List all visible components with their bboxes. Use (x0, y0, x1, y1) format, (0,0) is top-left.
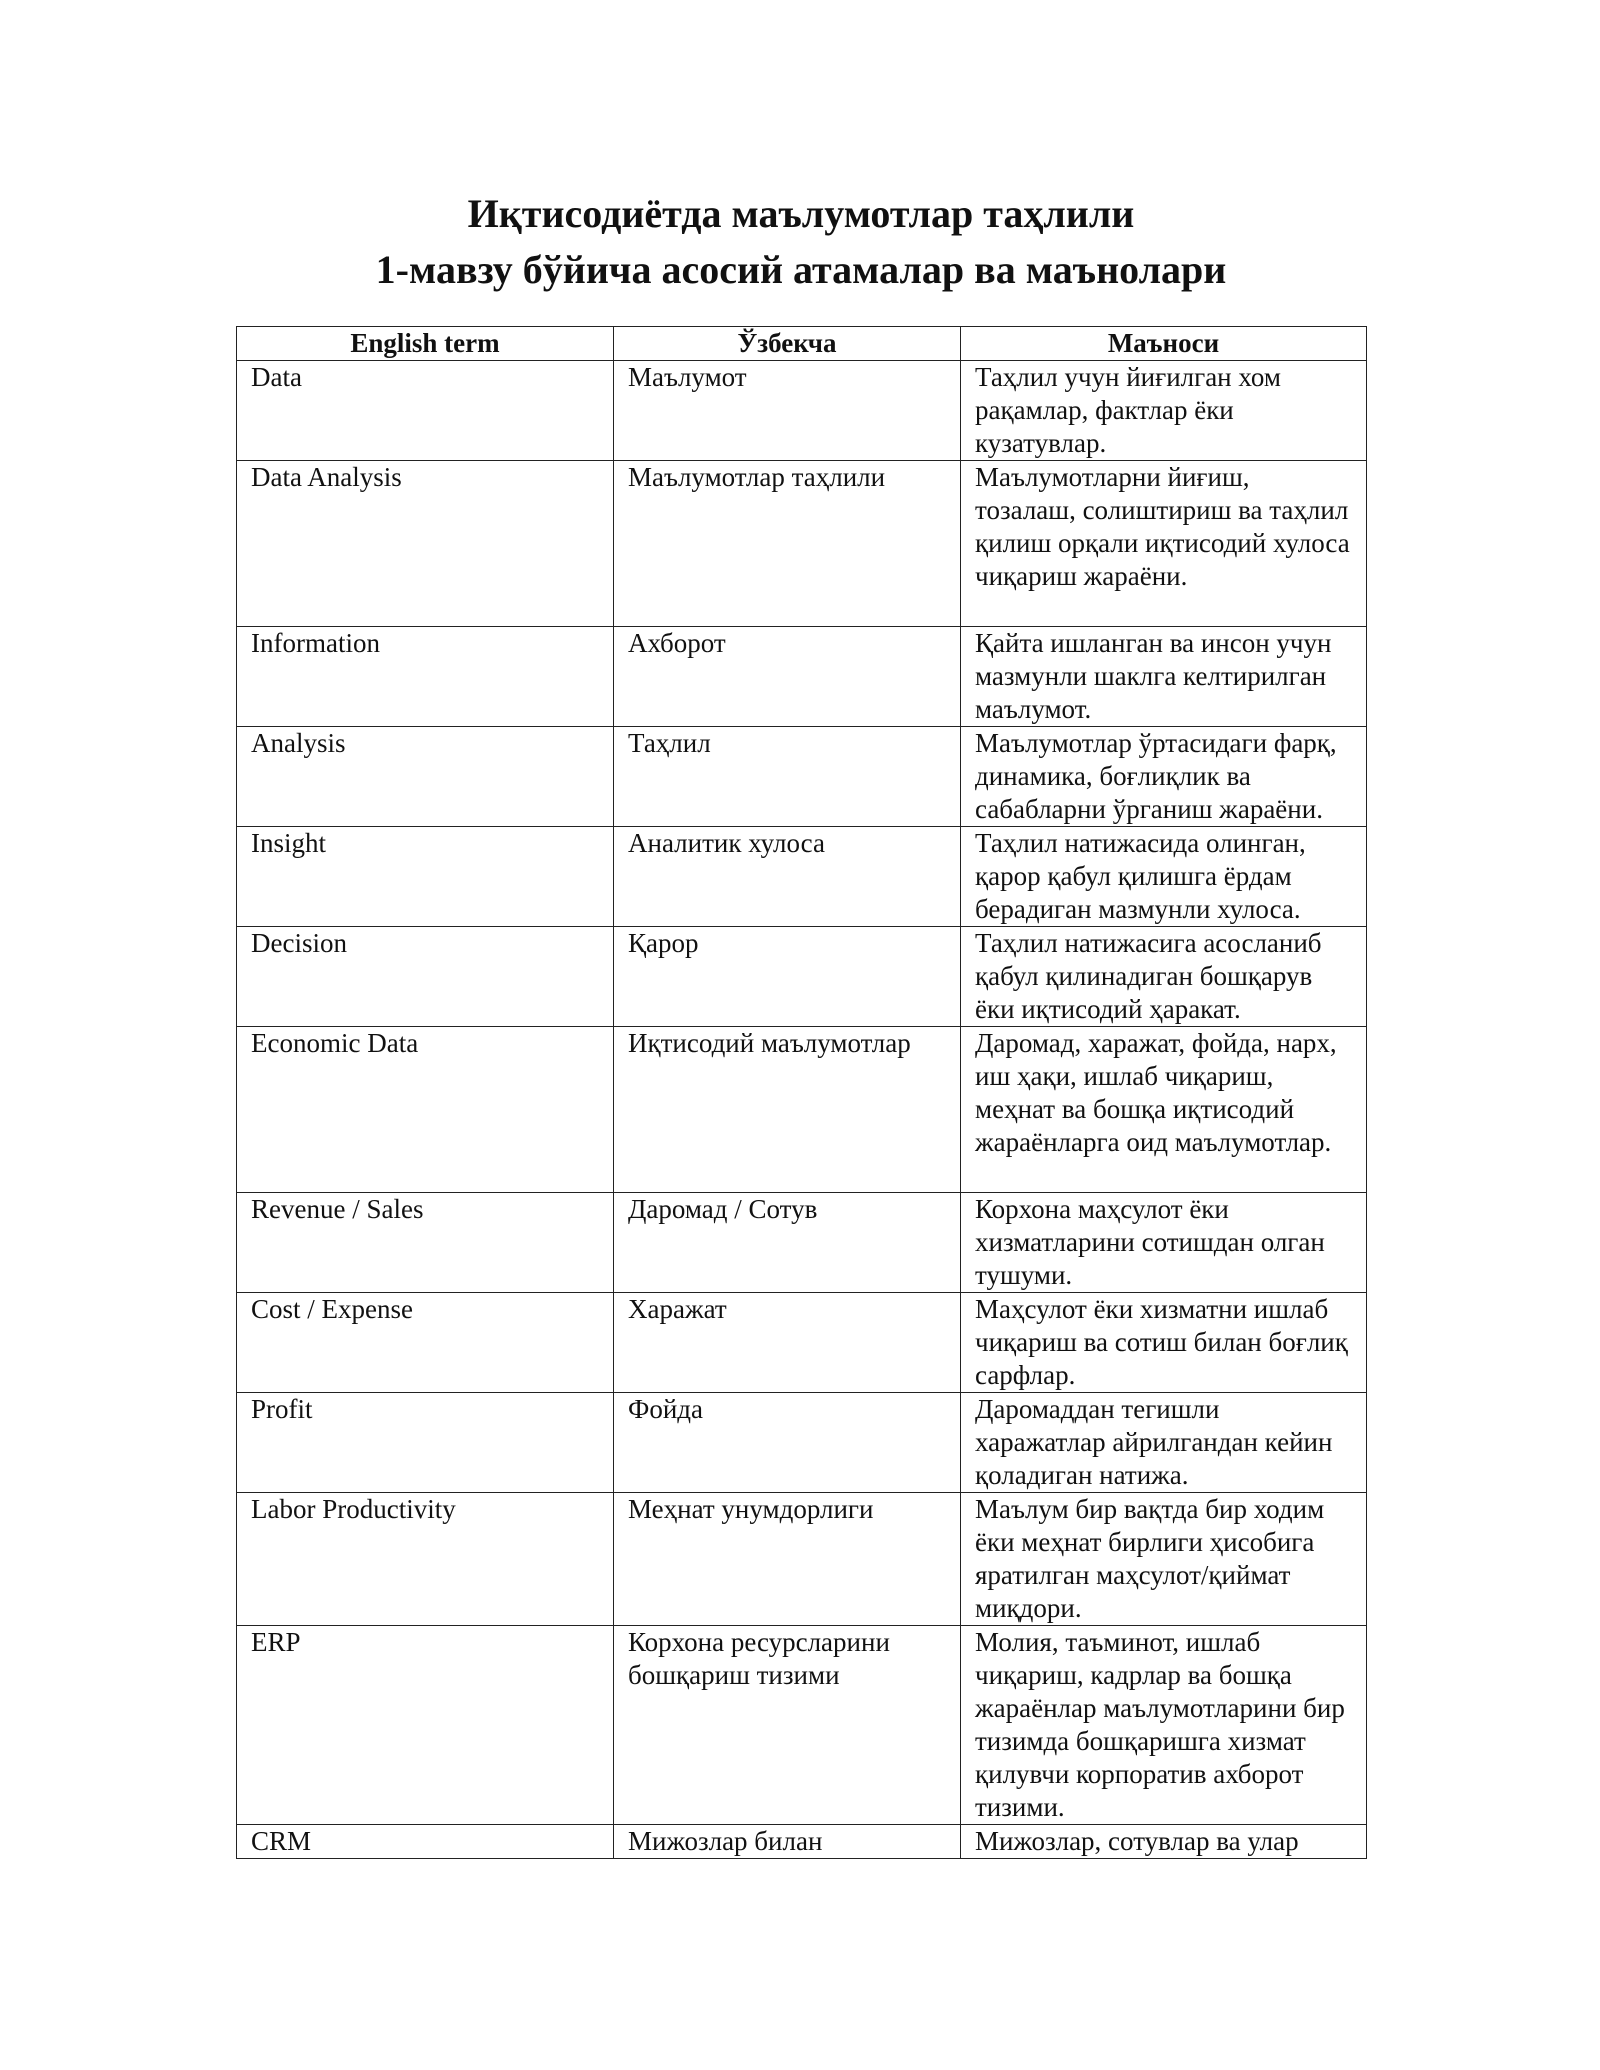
cell-uzbek: Фойда (614, 1393, 961, 1493)
table-row (237, 627, 1367, 727)
cell-english-term: Cost / Expense (237, 1293, 614, 1393)
table-row (237, 1626, 1367, 1825)
title-line-1: Иқтисодиётда маълумотлар таҳлили (467, 191, 1135, 236)
cell-meaning: Маълумотлар ўртасидаги фарқ, динамика, боғлиқлик ва сабабларни ўрганиш жараёни. (961, 727, 1367, 827)
table-header-row (237, 327, 1367, 361)
table-row (237, 1027, 1367, 1193)
cell-meaning: Таҳлил натижасига асосланиб қабул қилинадиган бошқарув ёки иқтисодий ҳаракат. (961, 927, 1367, 1027)
table-row (237, 1493, 1367, 1626)
table-row (237, 1293, 1367, 1393)
cell-english-term: Analysis (237, 727, 614, 827)
table-row (237, 1825, 1367, 1859)
cell-meaning: Молия, таъминот, ишлаб чиқариш, кадрлар ва бошқа жараёнлар маълумотларини бир тизимда бошқаришга хизмат қилувчи корпоратив ахборот тизими. (961, 1626, 1367, 1825)
table-row (237, 361, 1367, 461)
cell-uzbek: Меҳнат унумдорлиги (614, 1493, 961, 1626)
cell-meaning: Мижозлар, сотувлар ва улар (961, 1825, 1367, 1859)
cell-uzbek: Ахборот (614, 627, 961, 727)
cell-english-term: ERP (237, 1626, 614, 1825)
cell-english-term: CRM (237, 1825, 614, 1859)
table-row (237, 1193, 1367, 1293)
cell-meaning: Даромаддан тегишли харажатлар айрилгандан кейин қоладиган натижа. (961, 1393, 1367, 1493)
cell-uzbek: Мижозлар билан (614, 1825, 961, 1859)
cell-meaning: Маҳсулот ёки хизматни ишлаб чиқариш ва сотиш билан боғлиқ сарфлар. (961, 1293, 1367, 1393)
glossary-table (236, 326, 1367, 1859)
cell-uzbek: Даромад / Сотув (614, 1193, 961, 1293)
cell-uzbek: Иқтисодий маълумотлар (614, 1027, 961, 1193)
title-line-2: 1-мавзу бўйича асосий атамалар ва маънолари (375, 247, 1227, 292)
cell-english-term: Decision (237, 927, 614, 1027)
cell-uzbek: Маълумотлар таҳлили (614, 461, 961, 627)
cell-uzbek: Маълумот (614, 361, 961, 461)
cell-uzbek: Аналитик хулоса (614, 827, 961, 927)
cell-english-term: Insight (237, 827, 614, 927)
cell-uzbek: Қарор (614, 927, 961, 1027)
table-row (237, 827, 1367, 927)
header-uzbek: Ўзбекча (614, 327, 961, 361)
cell-english-term: Economic Data (237, 1027, 614, 1193)
header-meaning: Маъноси (961, 327, 1367, 361)
table-row (237, 727, 1367, 827)
cell-english-term: Data Analysis (237, 461, 614, 627)
cell-meaning: Маълумотларни йиғиш, тозалаш, солиштириш ва таҳлил қилиш орқали иқтисодий хулоса чиқариш жараёни. (961, 461, 1367, 627)
table-row (237, 461, 1367, 627)
cell-meaning: Қайта ишланган ва инсон учун мазмунли шаклга келтирилган маълумот. (961, 627, 1367, 727)
cell-uzbek: Корхона ресурсларини бошқариш тизими (614, 1626, 961, 1825)
cell-meaning: Таҳлил натижасида олинган, қарор қабул қилишга ёрдам берадиган мазмунли хулоса. (961, 827, 1367, 927)
cell-english-term: Data (237, 361, 614, 461)
cell-uzbek: Таҳлил (614, 727, 961, 827)
document-title (236, 186, 1366, 298)
header-english-term: English term (237, 327, 614, 361)
cell-meaning: Корхона маҳсулот ёки хизматларини сотишдан олган тушуми. (961, 1193, 1367, 1293)
cell-meaning: Даромад, харажат, фойда, нарх, иш ҳақи, ишлаб чиқариш, меҳнат ва бошқа иқтисодий жараёнларга оид маълумотлар. (961, 1027, 1367, 1193)
cell-meaning: Маълум бир вақтда бир ходим ёки меҳнат бирлиги ҳисобига яратилган маҳсулот/қиймат миқдори. (961, 1493, 1367, 1626)
cell-english-term: Labor Productivity (237, 1493, 614, 1626)
cell-english-term: Profit (237, 1393, 614, 1493)
cell-english-term: Revenue / Sales (237, 1193, 614, 1293)
table-row (237, 927, 1367, 1027)
cell-meaning: Таҳлил учун йиғилган хом рақамлар, фактлар ёки кузатувлар. (961, 361, 1367, 461)
cell-english-term: Information (237, 627, 614, 727)
cell-uzbek: Харажат (614, 1293, 961, 1393)
table-row (237, 1393, 1367, 1493)
